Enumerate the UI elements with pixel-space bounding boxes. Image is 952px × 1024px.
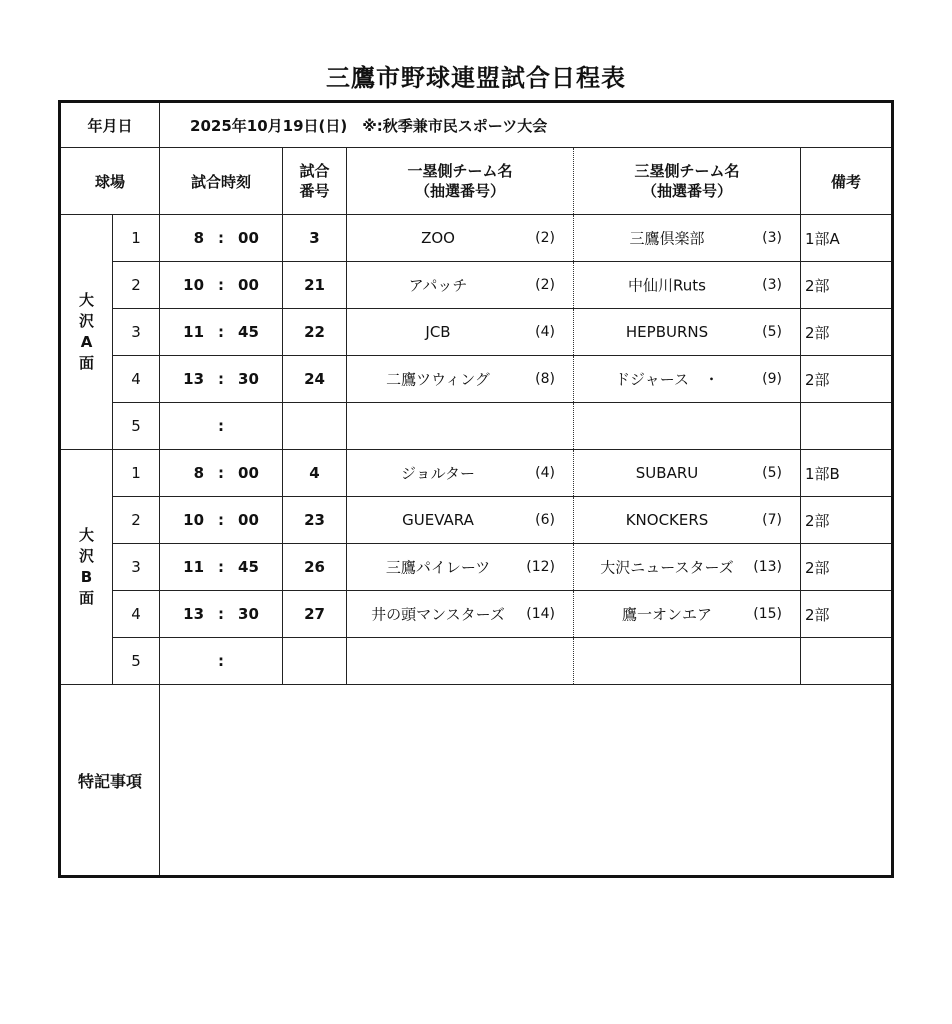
- schedule-row: [60, 356, 893, 403]
- schedule-row: [60, 262, 893, 309]
- schedule-row: [60, 544, 893, 591]
- row-number: 5: [113, 403, 160, 450]
- venue-name: [60, 215, 113, 450]
- third-base-lottery-number: (5): [762, 465, 783, 481]
- third-base-lottery-number: (7): [762, 512, 783, 528]
- game-number: 24: [283, 356, 347, 403]
- game-number: 4: [283, 450, 347, 497]
- first-base-lottery-number: (2): [535, 230, 556, 246]
- game-time: [160, 497, 283, 544]
- third-base-team: [574, 544, 801, 591]
- game-minute: 30: [238, 605, 259, 623]
- venue-name-char: B: [80, 568, 93, 586]
- time-colon: :: [218, 652, 225, 670]
- first-base-lottery-number: (4): [535, 465, 556, 481]
- column-header-row: [60, 148, 893, 215]
- schedule-row: [60, 215, 893, 262]
- time-colon: :: [218, 323, 225, 341]
- first-base-header-line2: （抽選番号）: [415, 182, 506, 200]
- notes-cell: 2部: [801, 262, 893, 309]
- notes-cell: 2部: [801, 356, 893, 403]
- third-base-team-name: SUBARU: [635, 464, 699, 482]
- notes-cell: [801, 638, 893, 685]
- first-base-team-name: アパッチ: [408, 276, 468, 295]
- game-time: [160, 544, 283, 591]
- first-base-team: [347, 403, 574, 450]
- game-time: [160, 309, 283, 356]
- game-time: [160, 638, 283, 685]
- third-base-team: [574, 450, 801, 497]
- time-colon: :: [218, 511, 225, 529]
- third-base-team-name: HEPBURNS: [625, 323, 709, 341]
- row-number: 4: [113, 356, 160, 403]
- third-base-team: [574, 638, 801, 685]
- game-number: 26: [283, 544, 347, 591]
- schedule-row: [60, 638, 893, 685]
- game-minute: 30: [238, 370, 259, 388]
- schedule-row: [60, 497, 893, 544]
- notes-cell: 1部A: [801, 215, 893, 262]
- first-base-team-name: 井の頭マンスターズ: [371, 605, 505, 624]
- first-base-lottery-number: (8): [535, 371, 556, 387]
- game-time: [160, 215, 283, 262]
- first-base-header: [347, 148, 574, 215]
- third-base-team: [574, 309, 801, 356]
- first-base-lottery-number: (6): [535, 512, 556, 528]
- game-hour: 13: [183, 370, 205, 388]
- row-number: 2: [113, 497, 160, 544]
- first-base-team: [347, 638, 574, 685]
- page-title: 三鷹市野球連盟試合日程表: [326, 64, 626, 92]
- first-base-team: [347, 309, 574, 356]
- game-time: [160, 450, 283, 497]
- time-header: 試合時刻: [160, 148, 283, 215]
- game-time: [160, 403, 283, 450]
- first-base-team: [347, 262, 574, 309]
- game-time: [160, 591, 283, 638]
- game-time: [160, 262, 283, 309]
- third-base-team-name: KNOCKERS: [625, 511, 709, 529]
- row-number: 1: [113, 215, 160, 262]
- game-number-header-line2: 番号: [299, 182, 330, 200]
- first-base-team-name: ジョルター: [400, 464, 476, 483]
- notes-header: 備考: [801, 148, 893, 215]
- time-colon: :: [218, 464, 225, 482]
- date-label: 年月日: [60, 102, 160, 148]
- game-hour: 13: [183, 605, 205, 623]
- game-minute: 00: [238, 276, 259, 294]
- row-number: 2: [113, 262, 160, 309]
- schedule-row: [60, 309, 893, 356]
- venue-name: [60, 450, 113, 685]
- game-hour: 8: [193, 229, 205, 247]
- special-notes-row: [60, 685, 893, 877]
- notes-cell: 2部: [801, 544, 893, 591]
- third-base-team: [574, 215, 801, 262]
- notes-cell: 1部B: [801, 450, 893, 497]
- third-base-team: [574, 497, 801, 544]
- first-base-lottery-number: (14): [526, 606, 556, 622]
- row-number: 3: [113, 544, 160, 591]
- schedule-row: [60, 403, 893, 450]
- venue-header: 球場: [60, 148, 160, 215]
- third-base-team-name: 大沢ニュースターズ: [600, 558, 734, 577]
- first-base-team-name: ZOO: [421, 229, 455, 247]
- game-number: [283, 403, 347, 450]
- row-number: 5: [113, 638, 160, 685]
- third-base-team: [574, 403, 801, 450]
- first-base-team-name: 三鷹パイレーツ: [385, 558, 491, 577]
- notes-cell: 2部: [801, 309, 893, 356]
- time-colon: :: [218, 229, 225, 247]
- notes-cell: 2部: [801, 497, 893, 544]
- third-base-team-name: 鷹一オンエア: [622, 605, 713, 624]
- venue-name-char: 沢: [78, 547, 94, 565]
- special-notes-content: [160, 685, 893, 877]
- third-base-team-name: 三鷹倶楽部: [629, 229, 705, 248]
- third-base-lottery-number: (5): [762, 324, 783, 340]
- third-base-lottery-number: (15): [753, 606, 783, 622]
- third-base-team: [574, 591, 801, 638]
- venue-name-char: 大: [78, 526, 94, 544]
- date-row: [60, 102, 893, 148]
- third-base-header: [574, 148, 801, 215]
- first-base-header-line1: 一塁側チーム名: [407, 162, 513, 180]
- venue-name-char: 沢: [78, 312, 94, 330]
- third-base-lottery-number: (13): [753, 559, 783, 575]
- row-number: 3: [113, 309, 160, 356]
- first-base-lottery-number: (12): [526, 559, 556, 575]
- time-colon: :: [218, 370, 225, 388]
- time-colon: :: [218, 417, 225, 435]
- game-hour: 10: [183, 511, 205, 529]
- venue-name-char: A: [80, 333, 93, 351]
- first-base-team: [347, 497, 574, 544]
- third-base-team: [574, 262, 801, 309]
- game-number: [283, 638, 347, 685]
- game-number: 23: [283, 497, 347, 544]
- third-base-lottery-number: (3): [762, 277, 783, 293]
- row-number: 4: [113, 591, 160, 638]
- game-number: 3: [283, 215, 347, 262]
- row-number: 1: [113, 450, 160, 497]
- first-base-team-name: GUEVARA: [402, 511, 474, 529]
- game-number: 22: [283, 309, 347, 356]
- game-number-header: [283, 148, 347, 215]
- game-minute: 45: [238, 323, 259, 341]
- game-time: [160, 356, 283, 403]
- venue-name-char: 面: [78, 354, 94, 372]
- game-hour: 11: [183, 558, 205, 576]
- game-minute: 00: [238, 464, 259, 482]
- time-colon: :: [218, 605, 225, 623]
- game-number-header-line1: 試合: [299, 162, 330, 180]
- time-colon: :: [218, 276, 225, 294]
- notes-cell: 2部: [801, 591, 893, 638]
- first-base-team-name: 二鷹ツウィング: [386, 370, 490, 389]
- first-base-team: [347, 450, 574, 497]
- third-base-lottery-number: (9): [762, 371, 783, 387]
- first-base-team: [347, 356, 574, 403]
- venue-name-char: 面: [78, 589, 94, 607]
- schedule-row: [60, 450, 893, 497]
- game-minute: 00: [238, 229, 259, 247]
- game-minute: 45: [238, 558, 259, 576]
- first-base-lottery-number: (2): [535, 277, 556, 293]
- notes-cell: [801, 403, 893, 450]
- third-base-team-name: 中仙川Ruts: [628, 276, 706, 295]
- game-number: 27: [283, 591, 347, 638]
- schedule-row: [60, 591, 893, 638]
- third-base-lottery-number: (3): [762, 230, 783, 246]
- game-hour: 8: [193, 464, 205, 482]
- first-base-lottery-number: (4): [535, 324, 556, 340]
- game-hour: 11: [183, 323, 205, 341]
- third-base-team-name: ドジャース ・: [615, 370, 719, 389]
- third-base-team: [574, 356, 801, 403]
- date-value: 2025年10月19日(日) ※:秋季兼市民スポーツ大会: [160, 102, 893, 148]
- game-minute: 00: [238, 511, 259, 529]
- first-base-team: [347, 215, 574, 262]
- time-colon: :: [218, 558, 225, 576]
- first-base-team: [347, 591, 574, 638]
- first-base-team: [347, 544, 574, 591]
- venue-name-char: 大: [78, 291, 94, 309]
- game-number: 21: [283, 262, 347, 309]
- special-notes-label: 特記事項: [60, 685, 160, 877]
- game-hour: 10: [183, 276, 205, 294]
- first-base-team-name: JCB: [425, 323, 451, 341]
- schedule-table: [58, 100, 894, 878]
- third-base-header-line2: （抽選番号）: [642, 182, 733, 200]
- third-base-header-line1: 三塁側チーム名: [634, 162, 740, 180]
